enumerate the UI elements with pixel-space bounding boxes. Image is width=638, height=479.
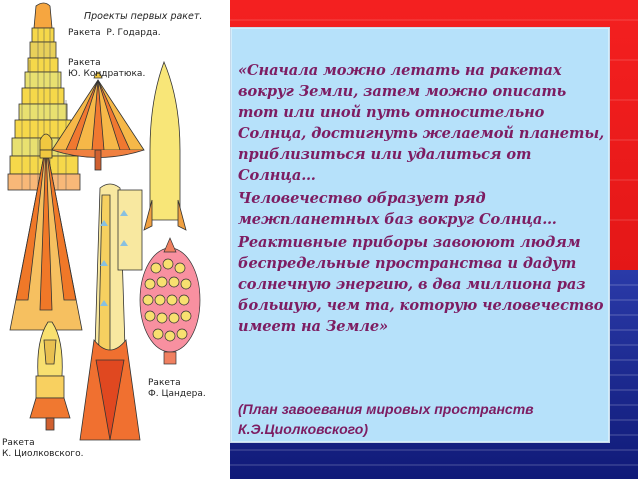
tall-rocket <box>80 184 142 440</box>
quote-text <box>238 60 606 337</box>
caption-kondratyuk-1: Ракета <box>68 58 101 68</box>
caption-tsiolkovsky-2: К. Циолковского. <box>2 449 84 459</box>
rocket-illustration <box>0 0 230 479</box>
caption-kondratyuk-2: Ю. Кондратюка. <box>68 69 146 79</box>
quote-paragraph-1: «Сначала можно летать на ракетах вокруг Земли, затем можно описать тот или иной путь относительно Солнца, достигнуть желаемой планеты, приблизиться или удалиться от Солнца… <box>238 62 605 184</box>
zander-rocket <box>140 238 200 364</box>
quote-source: (План завоевания мировых пространств К.Э.Циолковского) <box>238 401 534 437</box>
yellow-rocket <box>144 62 186 230</box>
tsiolkovsky-rocket <box>30 322 70 430</box>
quote-paragraph-2: Человечество образует ряд межпланетных баз вокруг Солнца… <box>238 190 557 228</box>
caption-goddard: Ракета Р. Годарда. <box>68 28 161 38</box>
caption-zander-1: Ракета <box>148 378 181 388</box>
caption-zander-2: Ф. Цандера. <box>148 389 206 399</box>
illustration-title: Проекты первых ракет. <box>84 11 203 22</box>
quote-paragraph-3: Реактивные приборы завоюют людям беспредельные пространства и дадут солнечную энергию, в два миллиона раз большую, чем та, которую человечество имеет на Земле» <box>238 234 604 335</box>
caption-tsiolkovsky-1: Ракета <box>2 438 35 448</box>
